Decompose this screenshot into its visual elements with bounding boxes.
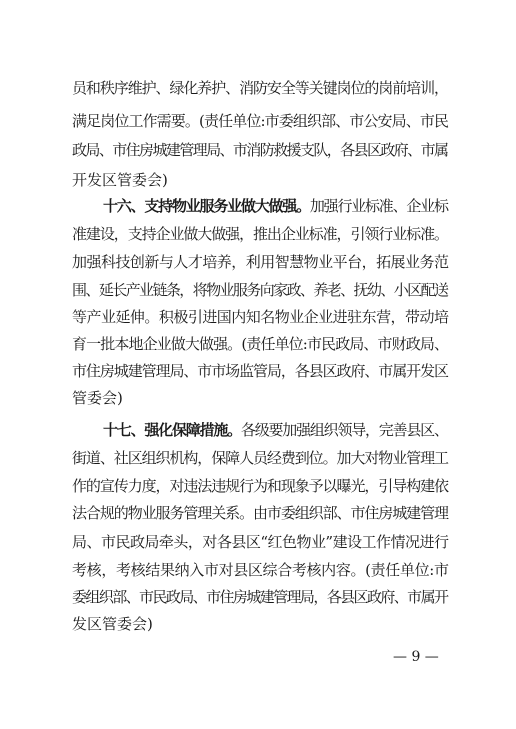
text-line: 考核，考核结果纳入市对县区综合考核内容。(责任单位:市 bbox=[72, 561, 449, 579]
text-line: 发区管委会) bbox=[72, 615, 153, 633]
section-text: 加强行业标准、企业标 bbox=[309, 197, 448, 215]
text-line: 员和秩序维护、绿化养护、消防安全等关键岗位的岗前培训， bbox=[72, 79, 448, 97]
text-line: 委组织部、市民政局、市住房城建管理局，各县区政府、市属开 bbox=[72, 588, 448, 606]
text-line: 加强科技创新与人才培养，利用智慧物业平台，拓展业务范 bbox=[72, 253, 449, 271]
text-line: 局、市民政局牵头，对各县区“红色物业”建设工作情况进行 bbox=[72, 533, 449, 551]
section-text: 各级要加强组织领导，完善县区、 bbox=[240, 421, 448, 439]
text-line: 准建设，支持企业做大做强，推出企业标准，引领行业标准。 bbox=[72, 225, 448, 243]
text-line: 作的宣传力度，对违法违规行为和现象予以曝光，引导构建依 bbox=[72, 477, 448, 495]
text-line: 街道、社区组织机构，保障人员经费到位。加大对物业管理工 bbox=[72, 449, 448, 467]
text-line: 满足岗位工作需要。(责任单位:市委组织部、市公安局、市民 bbox=[72, 112, 449, 130]
text-line: 法合规的物业服务管理关系。由市委组织部、市住房城建管理 bbox=[72, 504, 448, 522]
text-line: 围、延长产业链条，将物业服务向家政、养老、抚幼、小区配送 bbox=[72, 281, 448, 299]
text-line: 开发区管委会) bbox=[72, 171, 168, 189]
text-line: 市住房城建管理局、市市场监管局，各县区政府、市属开发区 bbox=[72, 362, 448, 380]
text-line: 等产业延伸。积极引进国内知名物业企业进驻东营，带动培 bbox=[72, 308, 449, 326]
section-heading: 十七、强化保障措施。 bbox=[103, 421, 241, 439]
section-heading: 十六、支持物业服务业做大做强。 bbox=[103, 197, 310, 215]
text-line: 政局、市住房城建管理局、市消防救援支队，各县区政府、市属 bbox=[72, 141, 448, 159]
text-line: 育一批本地企业做大做强。(责任单位:市民政局、市财政局、 bbox=[72, 335, 449, 353]
section-heading-line bbox=[103, 196, 448, 216]
section-heading-line bbox=[103, 420, 448, 440]
page-number: — 9 — bbox=[393, 649, 439, 665]
text-line: 管委会) bbox=[72, 389, 123, 407]
